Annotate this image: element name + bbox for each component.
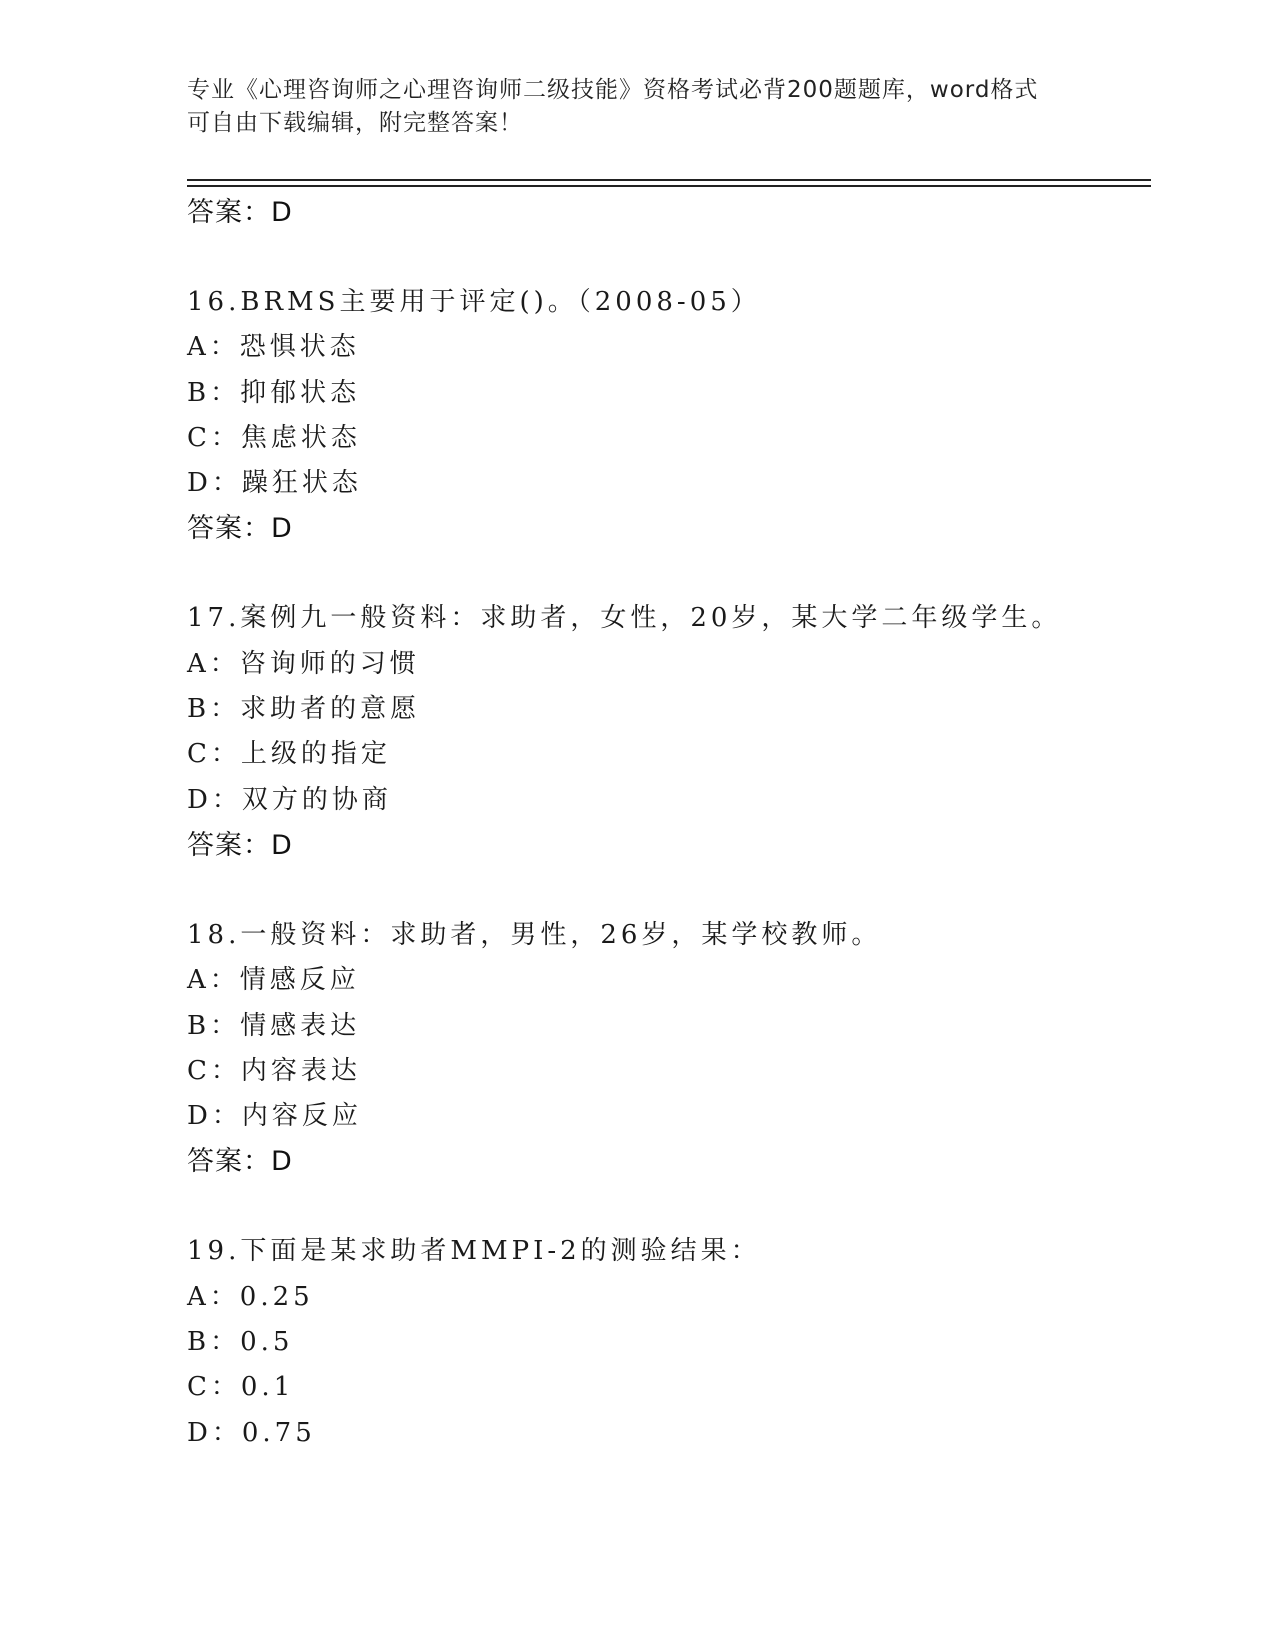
question-16 bbox=[187, 280, 1151, 551]
option-a: A：0.25 bbox=[187, 1281, 314, 1312]
option-b: B：情感表达 bbox=[187, 1010, 361, 1041]
spacer bbox=[187, 235, 1151, 280]
option-c: C：0.1 bbox=[187, 1372, 295, 1403]
option-d: D：双方的协商 bbox=[187, 784, 392, 815]
spacer bbox=[187, 1184, 1151, 1229]
option-b: B：抑郁状态 bbox=[187, 377, 361, 408]
question-17 bbox=[187, 596, 1151, 867]
question-stem: 16.BRMS主要用于评定()。（2008-05） bbox=[187, 287, 761, 317]
answer-line: 答案：D bbox=[187, 1146, 293, 1178]
header-line-2: 可自由下载编辑，附完整答案！ bbox=[187, 110, 523, 136]
header-rule-top bbox=[187, 179, 1151, 181]
option-a: A：情感反应 bbox=[187, 965, 360, 996]
answer-line: 答案：D bbox=[187, 829, 293, 861]
spacer bbox=[187, 551, 1151, 596]
option-a: A：恐惧状态 bbox=[187, 332, 360, 363]
option-a: A：咨询师的习惯 bbox=[187, 648, 420, 679]
spacer bbox=[187, 868, 1151, 913]
question-19 bbox=[187, 1229, 1151, 1455]
option-d: D：内容反应 bbox=[187, 1101, 362, 1132]
option-c: C：上级的指定 bbox=[187, 739, 391, 770]
document-header bbox=[187, 74, 1067, 140]
question-18 bbox=[187, 913, 1151, 1184]
option-d: D：0.75 bbox=[187, 1417, 316, 1448]
option-c: C：焦虑状态 bbox=[187, 422, 361, 453]
option-b: B：求助者的意愿 bbox=[187, 694, 421, 725]
answer-line: 答案：D bbox=[187, 513, 293, 545]
header-rule-bottom bbox=[187, 185, 1151, 187]
question-list bbox=[187, 190, 1151, 1456]
header-line-1: 专业《心理咨询师之心理咨询师二级技能》资格考试必背200题题库，word格式 bbox=[187, 77, 1039, 103]
answer-line: 答案：D bbox=[187, 197, 293, 228]
option-b: B：0.5 bbox=[187, 1327, 294, 1358]
question-stem: 17.案例九一般资料：求助者，女性，20岁，某大学二年级学生。 bbox=[187, 603, 1062, 634]
question-stem: 19.下面是某求助者MMPI-2的测验结果： bbox=[187, 1236, 761, 1267]
question-stem: 18.一般资料：求助者，男性，26岁，某学校教师。 bbox=[187, 919, 882, 950]
option-d: D：躁狂状态 bbox=[187, 468, 362, 499]
option-c: C：内容表达 bbox=[187, 1055, 361, 1086]
